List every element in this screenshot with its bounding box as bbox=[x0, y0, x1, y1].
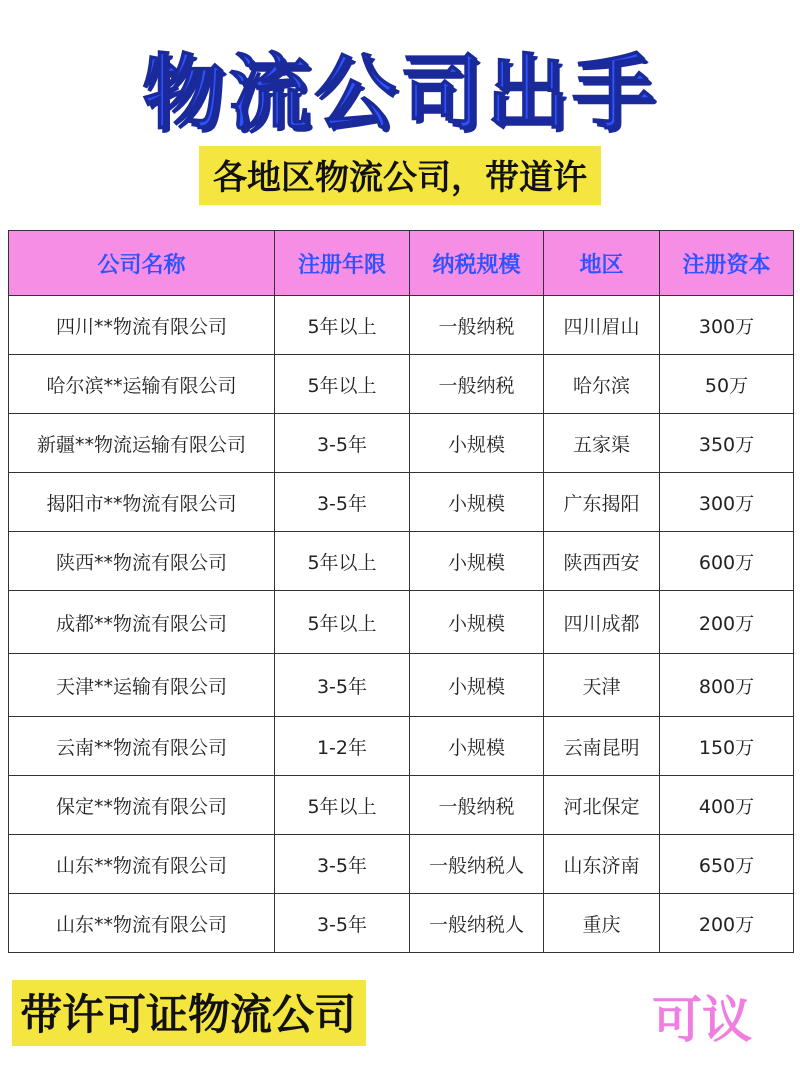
header-region: 地区 bbox=[544, 231, 660, 296]
cell-registered-capital: 150万 bbox=[660, 717, 794, 776]
cell-region: 天津 bbox=[544, 654, 660, 717]
cell-registration-years: 5年以上 bbox=[275, 355, 410, 414]
cell-region: 哈尔滨 bbox=[544, 355, 660, 414]
cell-registered-capital: 350万 bbox=[660, 414, 794, 473]
cell-tax-scale: 小规模 bbox=[410, 591, 544, 654]
cell-region: 河北保定 bbox=[544, 776, 660, 835]
cell-company-name: 新疆**物流运输有限公司 bbox=[9, 414, 275, 473]
table-row bbox=[9, 776, 794, 835]
footer-license-banner: 带许可证物流公司 bbox=[12, 980, 366, 1046]
cell-region: 四川成都 bbox=[544, 591, 660, 654]
cell-tax-scale: 小规模 bbox=[410, 473, 544, 532]
cell-company-name: 山东**物流有限公司 bbox=[9, 835, 275, 894]
cell-registration-years: 5年以上 bbox=[275, 296, 410, 355]
cell-registered-capital: 200万 bbox=[660, 894, 794, 953]
cell-region: 五家渠 bbox=[544, 414, 660, 473]
table-row bbox=[9, 717, 794, 776]
cell-company-name: 揭阳市**物流有限公司 bbox=[9, 473, 275, 532]
cell-tax-scale: 一般纳税 bbox=[410, 355, 544, 414]
cell-tax-scale: 一般纳税人 bbox=[410, 835, 544, 894]
cell-tax-scale: 一般纳税 bbox=[410, 296, 544, 355]
cell-company-name: 山东**物流有限公司 bbox=[9, 894, 275, 953]
header-company-name: 公司名称 bbox=[9, 231, 275, 296]
table-header-row bbox=[9, 231, 794, 296]
cell-registration-years: 3-5年 bbox=[275, 473, 410, 532]
table-row bbox=[9, 532, 794, 591]
table-row bbox=[9, 654, 794, 717]
cell-registered-capital: 400万 bbox=[660, 776, 794, 835]
table-row bbox=[9, 296, 794, 355]
page-title: 物流公司出手 bbox=[141, 46, 658, 141]
cell-registered-capital: 50万 bbox=[660, 355, 794, 414]
table-row bbox=[9, 414, 794, 473]
cell-region: 重庆 bbox=[544, 894, 660, 953]
subtitle: 各地区物流公司，带道许 bbox=[199, 146, 601, 205]
cell-company-name: 天津**运输有限公司 bbox=[9, 654, 275, 717]
cell-registered-capital: 300万 bbox=[660, 473, 794, 532]
header-tax-scale: 纳税规模 bbox=[410, 231, 544, 296]
cell-company-name: 云南**物流有限公司 bbox=[9, 717, 275, 776]
cell-registration-years: 5年以上 bbox=[275, 532, 410, 591]
cell-registration-years: 3-5年 bbox=[275, 414, 410, 473]
cell-registered-capital: 800万 bbox=[660, 654, 794, 717]
cell-company-name: 陕西**物流有限公司 bbox=[9, 532, 275, 591]
cell-company-name: 成都**物流有限公司 bbox=[9, 591, 275, 654]
cell-tax-scale: 小规模 bbox=[410, 414, 544, 473]
subtitle-wrap bbox=[0, 146, 800, 205]
cell-company-name: 保定**物流有限公司 bbox=[9, 776, 275, 835]
table-row bbox=[9, 835, 794, 894]
cell-region: 四川眉山 bbox=[544, 296, 660, 355]
cell-region: 陕西西安 bbox=[544, 532, 660, 591]
cell-registration-years: 5年以上 bbox=[275, 776, 410, 835]
cell-registered-capital: 200万 bbox=[660, 591, 794, 654]
cell-registration-years: 1-2年 bbox=[275, 717, 410, 776]
cell-registration-years: 3-5年 bbox=[275, 835, 410, 894]
company-table bbox=[8, 230, 794, 953]
cell-company-name: 哈尔滨**运输有限公司 bbox=[9, 355, 275, 414]
cell-tax-scale: 小规模 bbox=[410, 532, 544, 591]
header-registration-years: 注册年限 bbox=[275, 231, 410, 296]
cell-region: 广东揭阳 bbox=[544, 473, 660, 532]
cell-company-name: 四川**物流有限公司 bbox=[9, 296, 275, 355]
table-row bbox=[9, 355, 794, 414]
cell-registered-capital: 650万 bbox=[660, 835, 794, 894]
cell-region: 云南昆明 bbox=[544, 717, 660, 776]
cell-tax-scale: 小规模 bbox=[410, 717, 544, 776]
cell-registered-capital: 300万 bbox=[660, 296, 794, 355]
cell-registration-years: 3-5年 bbox=[275, 654, 410, 717]
cell-tax-scale: 小规模 bbox=[410, 654, 544, 717]
cell-tax-scale: 一般纳税人 bbox=[410, 894, 544, 953]
cell-region: 山东济南 bbox=[544, 835, 660, 894]
cell-registration-years: 3-5年 bbox=[275, 894, 410, 953]
cell-registered-capital: 600万 bbox=[660, 532, 794, 591]
header-registered-capital: 注册资本 bbox=[660, 231, 794, 296]
table-row bbox=[9, 473, 794, 532]
table-row bbox=[9, 591, 794, 654]
footer-negotiable-label: 可议 bbox=[652, 991, 752, 1049]
cell-registration-years: 5年以上 bbox=[275, 591, 410, 654]
table-row bbox=[9, 894, 794, 953]
cell-tax-scale: 一般纳税 bbox=[410, 776, 544, 835]
